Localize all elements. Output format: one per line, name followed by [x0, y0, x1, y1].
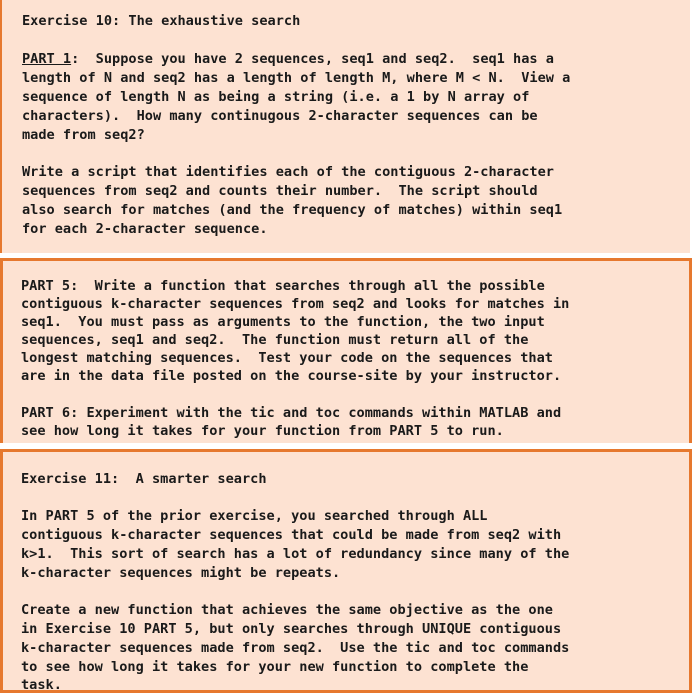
- exercise-11-task-line-4: to see how long it takes for your new function to complete the: [21, 659, 529, 675]
- part-5-line-2: contiguous k-character sequences from seq2 and looks for matches in: [21, 296, 570, 312]
- exercise-11-intro-line-3: k>1. This sort of search has a lot of redundancy since many of the: [21, 546, 570, 562]
- part-1-line-4: characters). How many continugous 2-character sequences can be: [22, 108, 538, 124]
- exercise-10-parts-5-6-box: [0, 258, 692, 443]
- part-1-line-1: : Suppose you have 2 sequences, seq1 and seq2. seq1 has a: [71, 51, 554, 67]
- part-5-line-3: seq1. You must pass as arguments to the function, the two input: [21, 314, 545, 330]
- exercise-10-title: Exercise 10: The exhaustive search: [22, 13, 301, 29]
- part-1-line-3: sequence of length N as being a string (i.e. a 1 by N array of: [22, 89, 530, 105]
- part-1-line-5: made from seq2?: [22, 127, 145, 143]
- part-1-label: PART 1: [22, 51, 72, 67]
- part-5-line-6: are in the data file posted on the course-site by your instructor.: [21, 368, 562, 384]
- part-1-line-2: length of N and seq2 has a length of length M, where M < N. View a: [22, 70, 571, 86]
- part-5-line-1: PART 5: Write a function that searches through all the possible: [21, 278, 545, 294]
- part-1-paragraph: [22, 50, 554, 69]
- exercise-11-task-line-3: k-character sequences made from seq2. Use the tic and toc commands: [21, 640, 570, 656]
- part-5-line-5: longest matching sequences. Test your code on the sequences that: [21, 350, 553, 366]
- script-line-2: sequences from seq2 and counts their number. The script should: [22, 183, 538, 199]
- exercise-11-intro-line-4: k-character sequences might be repeats.: [21, 565, 341, 581]
- part-6-line-2: see how long it takes for your function from PART 5 to run.: [21, 423, 504, 439]
- script-line-1: Write a script that identifies each of the contiguous 2-character: [22, 164, 554, 180]
- exercise-10-box: [0, 0, 690, 253]
- script-line-4: for each 2-character sequence.: [22, 221, 268, 237]
- exercise-11-intro-line-2: contiguous k-character sequences that could be made from seq2 with: [21, 527, 562, 543]
- exercise-11-title: Exercise 11: A smarter search: [21, 471, 267, 487]
- part-5-line-4: sequences, seq1 and seq2. The function must return all of the: [21, 332, 529, 348]
- exercise-11-task-line-1: Create a new function that achieves the same objective as the one: [21, 602, 553, 618]
- exercise-11-box: [0, 449, 692, 693]
- exercise-11-intro-line-1: In PART 5 of the prior exercise, you searched through ALL: [21, 508, 488, 524]
- exercise-11-task-line-2: in Exercise 10 PART 5, but only searches through UNIQUE contiguous: [21, 621, 562, 637]
- exercise-11-task-line-5: task.: [21, 677, 62, 693]
- part-6-line-1: PART 6: Experiment with the tic and toc commands within MATLAB and: [21, 405, 562, 421]
- script-line-3: also search for matches (and the frequency of matches) within seq1: [22, 202, 563, 218]
